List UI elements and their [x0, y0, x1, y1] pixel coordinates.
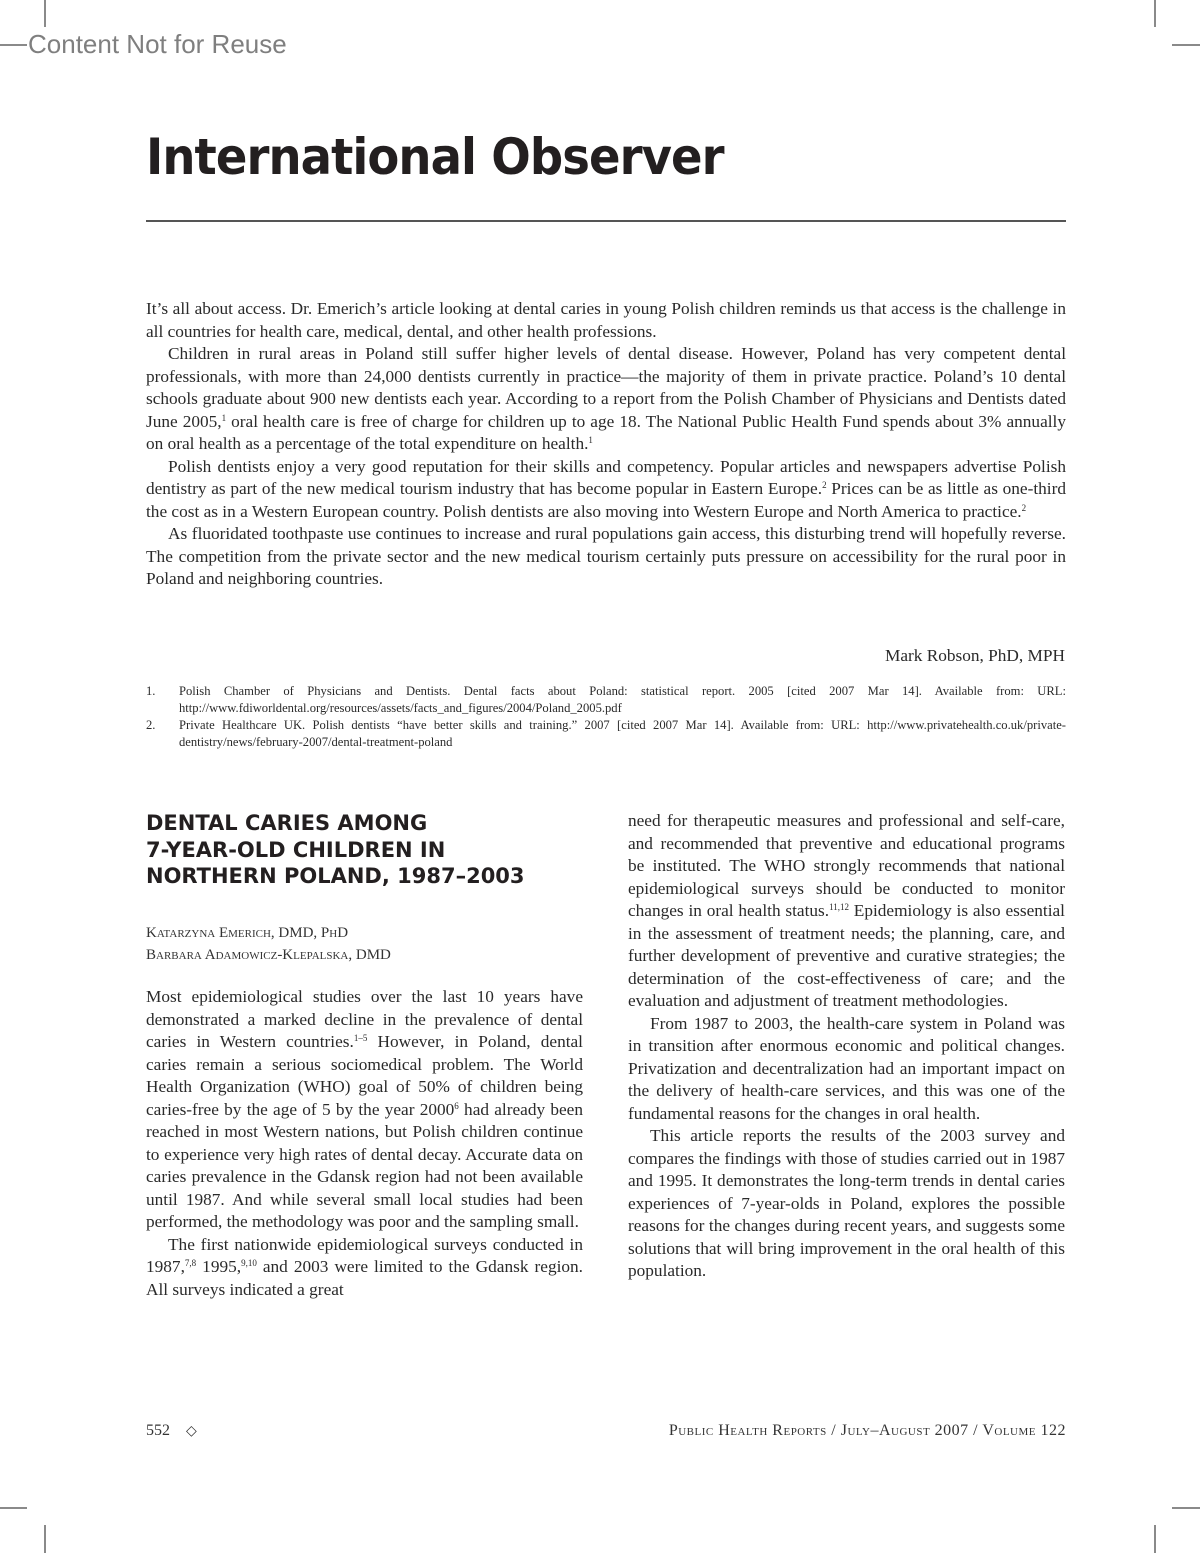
citation-superscript: 1 — [221, 412, 227, 423]
author: Katarzyna Emerich, DMD, PhD — [146, 925, 349, 941]
page-footer — [146, 1422, 1066, 1440]
crop-mark-top-right-vertical — [1154, 0, 1156, 27]
article-paragraph: This article reports the results of the 2003 survey and compares the findings with those of studies carried out in 1987 and 1995. It demonstrates the long-term trends in dental caries experiences of 7-year-olds in Poland, explores the possible reasons for the changes during recent years, and suggests some solutions that will bring improvement in the oral health of this population. — [628, 1126, 1065, 1280]
crop-mark-bottom-right-vertical — [1154, 1525, 1156, 1553]
reference-text: Private Healthcare UK. Polish dentists “have better skills and training.” 2007 [cited 2007 Mar 14]. Available from: URL: http://www.privatehealth.co.uk/private-dentistry/news/february-2007/dental-treatment-poland — [179, 718, 1066, 749]
article-title: DENTAL CARIES AMONG 7-YEAR-OLD CHILDREN IN NORTHERN POLAND, 1987–2003 — [146, 811, 525, 888]
crop-mark-bottom-left-vertical — [44, 1525, 46, 1553]
article-column-left — [146, 986, 583, 1301]
crop-mark-top-right-horizontal — [1172, 44, 1200, 46]
title-divider — [146, 220, 1066, 222]
citation-superscript: 11,12 — [829, 902, 849, 912]
reference-text: Polish Chamber of Physicians and Dentists. Dental facts about Poland: statistical report. 2005 [cited 2007 Mar 14]. Available from: URL: http://www.fdiworldental.org/resources/assets/facts_and_figures/2004/Poland_2005.pdf — [179, 684, 1066, 715]
article-paragraph: need for therapeutic measures and professional and self-care, and recommended that preventive and educational programs be instituted. The WHO strongly recommends that national epidemiological surveys should be conducted to monitor changes in oral health status.$^{11,12}$ Epidemiology is also essential in the assessment of treatment needs; the planning, care, and further development of preventive and curative strategies; the determination of the cost-effectiveness of care; and the evaluation and adjustment of treatment methodologies. — [628, 811, 1065, 1010]
article-authors — [146, 922, 391, 966]
reference-item — [146, 683, 1066, 717]
crop-mark-top-left-horizontal — [0, 44, 27, 46]
editorial-paragraph: As fluoridated toothpaste use continues to increase and rural populations gain access, this disturbing trend will hopefully reverse. The competition from the private sector and the new medical tourism certainly puts pressure on accessibility for the rural poor in Poland and neighboring countries. — [146, 524, 1066, 588]
article-paragraph: From 1987 to 2003, the health-care system in Poland was in transition after enormous economic and political changes. Privatization and decentralization had an important impact on the delivery of health-care services, and this was one of the fundamental reasons for the changes in oral health. — [628, 1013, 1065, 1123]
reference-item — [146, 717, 1066, 751]
citation-superscript: 1–5 — [353, 1033, 368, 1043]
crop-mark-bottom-right-horizontal — [1172, 1507, 1200, 1509]
author: Barbara Adamowicz-Klepalska, DMD — [146, 947, 391, 963]
journal-citation: Public Health Reports / July–August 2007 / Volume 122 — [668, 1422, 1066, 1439]
crop-mark-top-left-vertical — [44, 0, 46, 27]
section-title: International Observer — [146, 128, 724, 186]
reference-number: 1. — [146, 684, 156, 698]
article-paragraph: The first nationwide epidemiological surveys conducted in 1987,$^{7,8}$ 1995,$^{9,10}$ and 2003 were limited to the Gdansk region. All surveys indicated a great — [146, 1234, 583, 1299]
editorial-paragraph: Polish dentists enjoy a very good reputation for their skills and competency. Popular articles and newspapers advertise Polish dentistry as part of the new medical tourism industry that has become popular in Eastern Europe.$^2$ Prices can be as little as one-third the cost as in a Western European country. Polish dentists are also moving into Western Europe and North America to practice.$^2$ — [146, 456, 1066, 521]
citation-superscript: 6 — [454, 1100, 459, 1111]
editorial-paragraph: It’s all about access. Dr. Emerich’s article looking at dental caries in young Polish children reminds us that access is the challenge in all countries for health care, medical, dental, and other health professions. — [146, 299, 1066, 341]
watermark: Content Not for Reuse — [28, 29, 287, 59]
footer-left — [146, 1422, 197, 1440]
crop-mark-bottom-left-horizontal — [0, 1507, 27, 1509]
citation-superscript: 9,10 — [241, 1258, 257, 1268]
page-number: 552 — [146, 1422, 170, 1439]
editorial-body — [146, 298, 1066, 591]
reference-number: 2. — [146, 718, 156, 732]
editorial-signature: Mark Robson, PhD, MPH — [884, 646, 1065, 665]
citation-superscript: 2 — [1021, 502, 1027, 513]
editorial-paragraph: Children in rural areas in Poland still suffer higher levels of dental disease. However, Poland has very competent dental professionals, with more than 24,000 dentists currently in practice—the majority of them in private practice. Poland’s 10 dental schools graduate about 900 new dentists each year. According to a report from the Polish Chamber of Physicians and Dentists dated June 2005,$^1$ oral health care is free of charge for children up to age 18. The National Public Health Fund spends about 3% annually on oral health as a percentage of the total expenditure on health.$^1$ — [146, 344, 1066, 453]
citation-superscript: 7,8 — [184, 1258, 197, 1268]
article-paragraph: Most epidemiological studies over the last 10 years have demonstrated a marked decline in the prevalence of dental caries in Western countries.$^{1-5}$ However, in Poland, dental caries remain a serious sociomedical problem. The World Health Organization (WHO) goal of 50% of children being caries-free by the age of 5 by the year 2000$^6$ had already been reached in most Western nations, but Polish children continue to experience very high rates of dental decay. Accurate data on caries prevalence in the Gdansk region had not been available until 1987. And while several small local studies had been performed, the methodology was poor and the sampling small. — [146, 987, 583, 1231]
citation-superscript: 1 — [588, 435, 593, 445]
diamond-icon: ◇ — [186, 1423, 197, 1439]
article-column-right — [628, 810, 1065, 1283]
reference-list — [146, 683, 1066, 751]
citation-superscript: 2 — [822, 480, 827, 490]
